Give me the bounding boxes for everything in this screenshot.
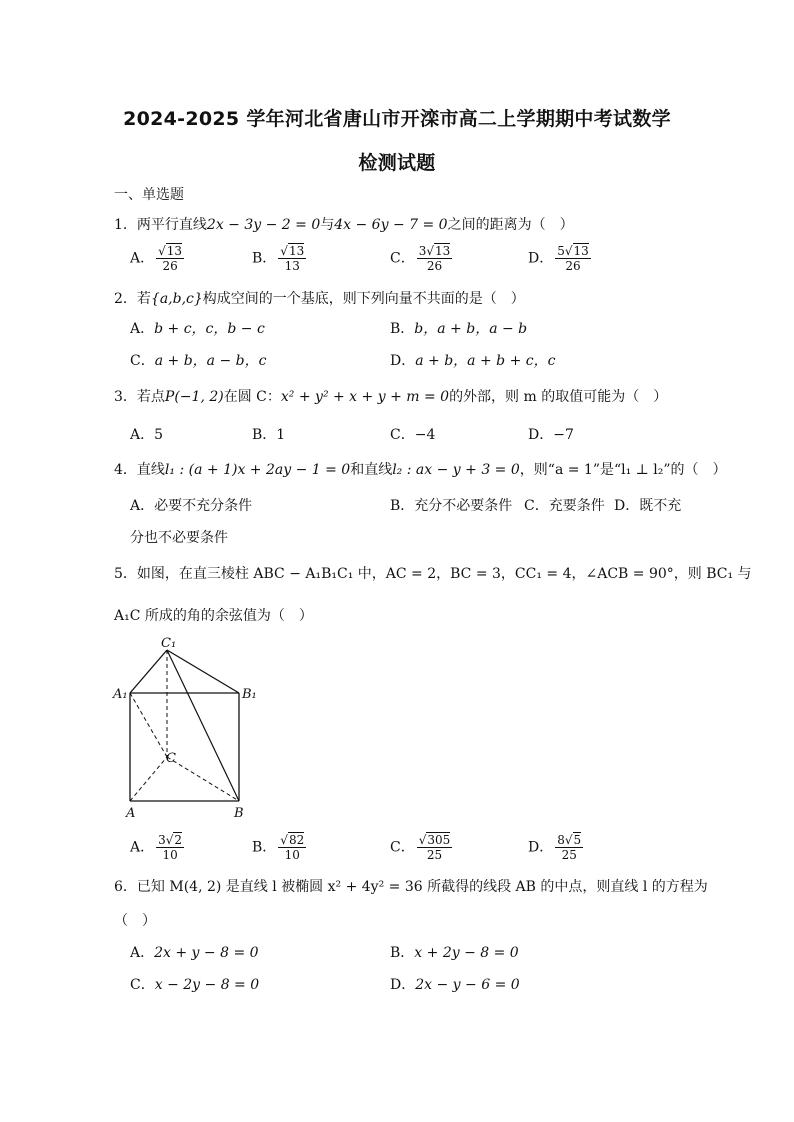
q1-option-c[interactable]: C． $\frac{3√13}{26}$ bbox=[390, 244, 451, 273]
label-b1: B₁ bbox=[242, 687, 257, 702]
fraction: $\frac{√13}{13}$ bbox=[280, 244, 305, 273]
fraction: $\frac{√13}{26}$ bbox=[158, 244, 183, 273]
q3-option-c[interactable]: C．−4 bbox=[390, 427, 436, 443]
q6-option-c[interactable]: C．x − 2y − 8 = 0 bbox=[130, 977, 260, 993]
q6-option-d[interactable]: D．2x − y − 6 = 0 bbox=[390, 977, 520, 993]
q5-option-d[interactable]: D． $\frac{8√5}{25}$ bbox=[528, 833, 582, 862]
q2-option-a[interactable]: A．b + c，c，b − c bbox=[130, 321, 265, 337]
fraction: $\frac{3√13}{26}$ bbox=[418, 244, 451, 273]
fraction: $\frac{5√13}{26}$ bbox=[557, 244, 589, 273]
question-4: 4．直线l₁ : (a + 1)x + 2ay − 1 = 0和直线l₂ : ax − y + 3 = 0，则“a = 1”是“l₁ ⊥ l₂”的（ ） bbox=[114, 462, 727, 478]
line-equation-1: 2x − 3y − 2 = 0 bbox=[206, 217, 321, 233]
q6-option-b[interactable]: B．x + 2y − 8 = 0 bbox=[390, 945, 519, 961]
question-3: 3．若点P(−1, 2)在圆 C：x² + y² + x + y + m = 0的外部，则 m 的取值可能为（ ） bbox=[114, 389, 668, 405]
q3-option-b[interactable]: B．1 bbox=[252, 427, 286, 443]
q4-option-c[interactable]: C．充要条件 bbox=[524, 498, 605, 514]
q3-option-d[interactable]: D．−7 bbox=[528, 427, 574, 443]
question-6: 6．已知 M(4, 2) 是直线 l 被椭圆 x² + 4y² = 36 所截得的线段 AB 的中点，则直线 l 的方程为 bbox=[114, 879, 708, 895]
q2-option-d[interactable]: D．a + b，a + b + c，c bbox=[390, 353, 556, 369]
q1-option-a[interactable]: A． $\frac{√13}{26}$ bbox=[130, 244, 183, 273]
q4-option-d[interactable]: D．既不充 bbox=[614, 498, 682, 514]
q3-option-a[interactable]: A．5 bbox=[130, 427, 164, 443]
q5-option-c[interactable]: C． $\frac{√305}{25}$ bbox=[390, 833, 451, 862]
q1-option-d[interactable]: D． $\frac{5√13}{26}$ bbox=[528, 244, 589, 273]
section-heading: 一、单选题 bbox=[114, 187, 184, 203]
question-5-continued: A₁C 所成的角的余弦值为（ ） bbox=[114, 608, 313, 624]
label-c: C bbox=[166, 751, 176, 766]
label-b: B bbox=[234, 806, 244, 821]
q4-option-b[interactable]: B．充分不必要条件 bbox=[390, 498, 513, 514]
exam-subtitle: 检测试题 bbox=[358, 152, 436, 174]
question-1: 1．两平行直线2x − 3y − 2 = 0与4x − 6y − 7 = 0之间的距离为（ ） bbox=[114, 217, 574, 233]
question-5: 5．如图，在直三棱柱 ABC − A₁B₁C₁ 中，AC = 2，BC = 3，CC₁ = 4，∠ACB = 90°，则 BC₁ 与 bbox=[114, 566, 752, 582]
q2-option-b[interactable]: B．b，a + b，a − b bbox=[390, 321, 528, 337]
q4-option-d-continued: 分也不必要条件 bbox=[130, 530, 228, 546]
line-equation-2: 4x − 6y − 7 = 0 bbox=[334, 217, 448, 233]
label-c1: C₁ bbox=[161, 636, 177, 651]
q2-option-c[interactable]: C．a + b，a − b，c bbox=[130, 353, 267, 369]
q5-option-b[interactable]: B． $\frac{√82}{10}$ bbox=[252, 833, 305, 862]
exam-title: 2024-2025 学年河北省唐山市开滦市高二上学期期中考试数学 bbox=[123, 108, 671, 130]
label-a: A bbox=[126, 806, 136, 821]
label-a1: A₁ bbox=[113, 687, 128, 702]
question-2: 2．若{a,b,c}构成空间的一个基底，则下列向量不共面的是（ ） bbox=[114, 291, 525, 307]
prism-figure bbox=[110, 636, 270, 822]
q6-option-a[interactable]: A．2x + y − 8 = 0 bbox=[130, 945, 259, 961]
question-6-continued: （ ） bbox=[114, 913, 156, 929]
q1-option-b[interactable]: B． $\frac{√13}{13}$ bbox=[252, 244, 305, 273]
q5-option-a[interactable]: A． $\frac{3√2}{10}$ bbox=[130, 833, 183, 862]
q4-option-a[interactable]: A．必要不充分条件 bbox=[130, 498, 253, 514]
